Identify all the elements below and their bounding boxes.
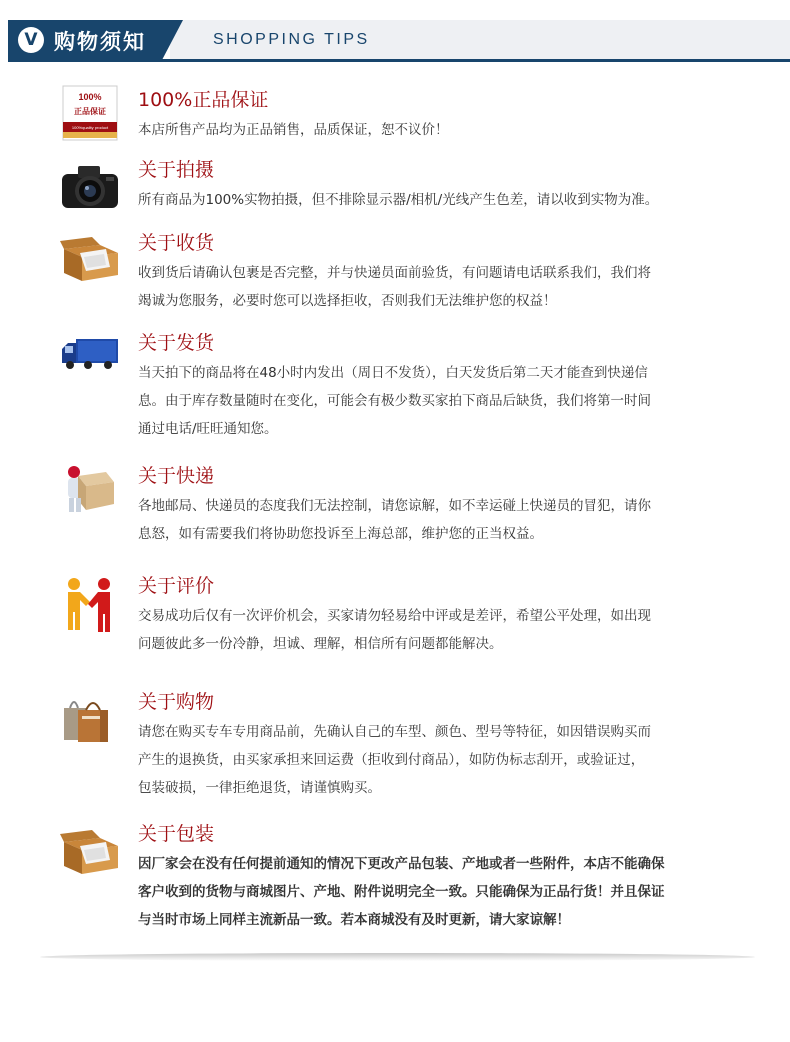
body-line: 交易成功后仅有一次评价机会，买家请勿轻易给中评或是差评，希望公平处理，如出现 xyxy=(138,608,651,624)
body-line: 因厂家会在没有任何提前通知的情况下更改产品包装、产地或者一些附件，本店不能确保 xyxy=(138,856,665,872)
header-title-zh: 购物须知 xyxy=(54,30,146,54)
badge-genuine-text: 正品保证 xyxy=(74,107,106,116)
body-line: 产生的退换货，由买家承担来回运费（拒收到付商品），如防伪标志刮开，或验证过， xyxy=(138,752,645,768)
section-title: 100%正品保证 xyxy=(138,89,269,111)
section-body xyxy=(138,359,738,443)
section-title: 关于发货 xyxy=(138,332,215,354)
badge-quality-text: 100%quality product xyxy=(71,125,109,130)
section-body xyxy=(138,850,738,934)
body-line: 问题彼此多一份冷静，坦诚、理解，相信所有问题都能解决。 xyxy=(138,636,503,652)
section-body xyxy=(138,492,738,548)
page-header xyxy=(8,20,790,62)
section-body xyxy=(138,602,738,658)
body-line: 与当时市场上同样主流新品一致。若本商城没有及时更新，请大家谅解！ xyxy=(138,912,570,928)
package-box-icon xyxy=(60,235,120,295)
body-line: 当天拍下的商品将在48小时内发出（周日不发货），白天发货后第二天才能查到快递信 xyxy=(138,365,648,381)
section-body xyxy=(138,259,738,315)
section-title: 关于评价 xyxy=(138,575,215,597)
body-line: 息怒，如有需要我们将协助您投诉至上海总部，维护您的正当权益。 xyxy=(138,526,543,542)
section-title: 关于拍摄 xyxy=(138,159,215,181)
body-line: 通过电话/旺旺通知您。 xyxy=(138,421,278,437)
section-title: 关于包装 xyxy=(138,823,215,845)
body-line: 所有商品为100%实物拍摄，但不排除显示器/相机/光线产生色差，请以收到实物为准。 xyxy=(138,192,659,208)
body-line: 收到货后请确认包裹是否完整，并与快递员面前验货，有问题请电话联系我们，我们将 xyxy=(138,265,651,281)
section-body xyxy=(138,186,738,214)
delivery-truck-icon xyxy=(60,333,120,393)
body-line: 请您在购买专车专用商品前，先确认自己的车型、颜色、型号等特征，如因错误购买而 xyxy=(138,724,651,740)
badge-percent-text: 100% xyxy=(78,92,102,102)
courier-icon xyxy=(60,464,120,524)
section-body xyxy=(138,116,738,144)
package-box-icon xyxy=(60,828,120,888)
body-line: 竭诚为您服务，必要时您可以选择拒收，否则我们无法维护您的权益！ xyxy=(138,293,557,309)
shopping-bag-icon xyxy=(60,694,120,754)
section-title: 关于快递 xyxy=(138,465,215,487)
body-line: 各地邮局、快递员的态度我们无法控制，请您谅解，如不幸运碰上快递员的冒犯，请你 xyxy=(138,498,651,514)
body-line: 客户收到的货物与商城图片、产地、附件说明完全一致。只能确保为正品行货！并且保证 xyxy=(138,884,665,900)
section-title: 关于购物 xyxy=(138,691,215,713)
camera-icon xyxy=(60,160,120,220)
section-body xyxy=(138,718,738,802)
body-line: 本店所售产品均为正品销售，品质保证，恕不议价！ xyxy=(138,122,449,138)
header-underline xyxy=(8,59,790,62)
handshake-icon xyxy=(60,576,120,636)
footer-divider xyxy=(40,953,755,961)
v-badge-icon: V xyxy=(18,27,44,53)
body-line: 包装破损，一律拒绝退货，请谨慎购买。 xyxy=(138,780,381,796)
body-line: 息。由于库存数量随时在变化，可能会有极少数买家拍下商品后缺货，我们将第一时间 xyxy=(138,393,651,409)
header-title-en: SHOPPING TIPS xyxy=(213,31,370,48)
section-title: 关于收货 xyxy=(138,232,215,254)
genuine-badge-icon xyxy=(60,84,120,144)
